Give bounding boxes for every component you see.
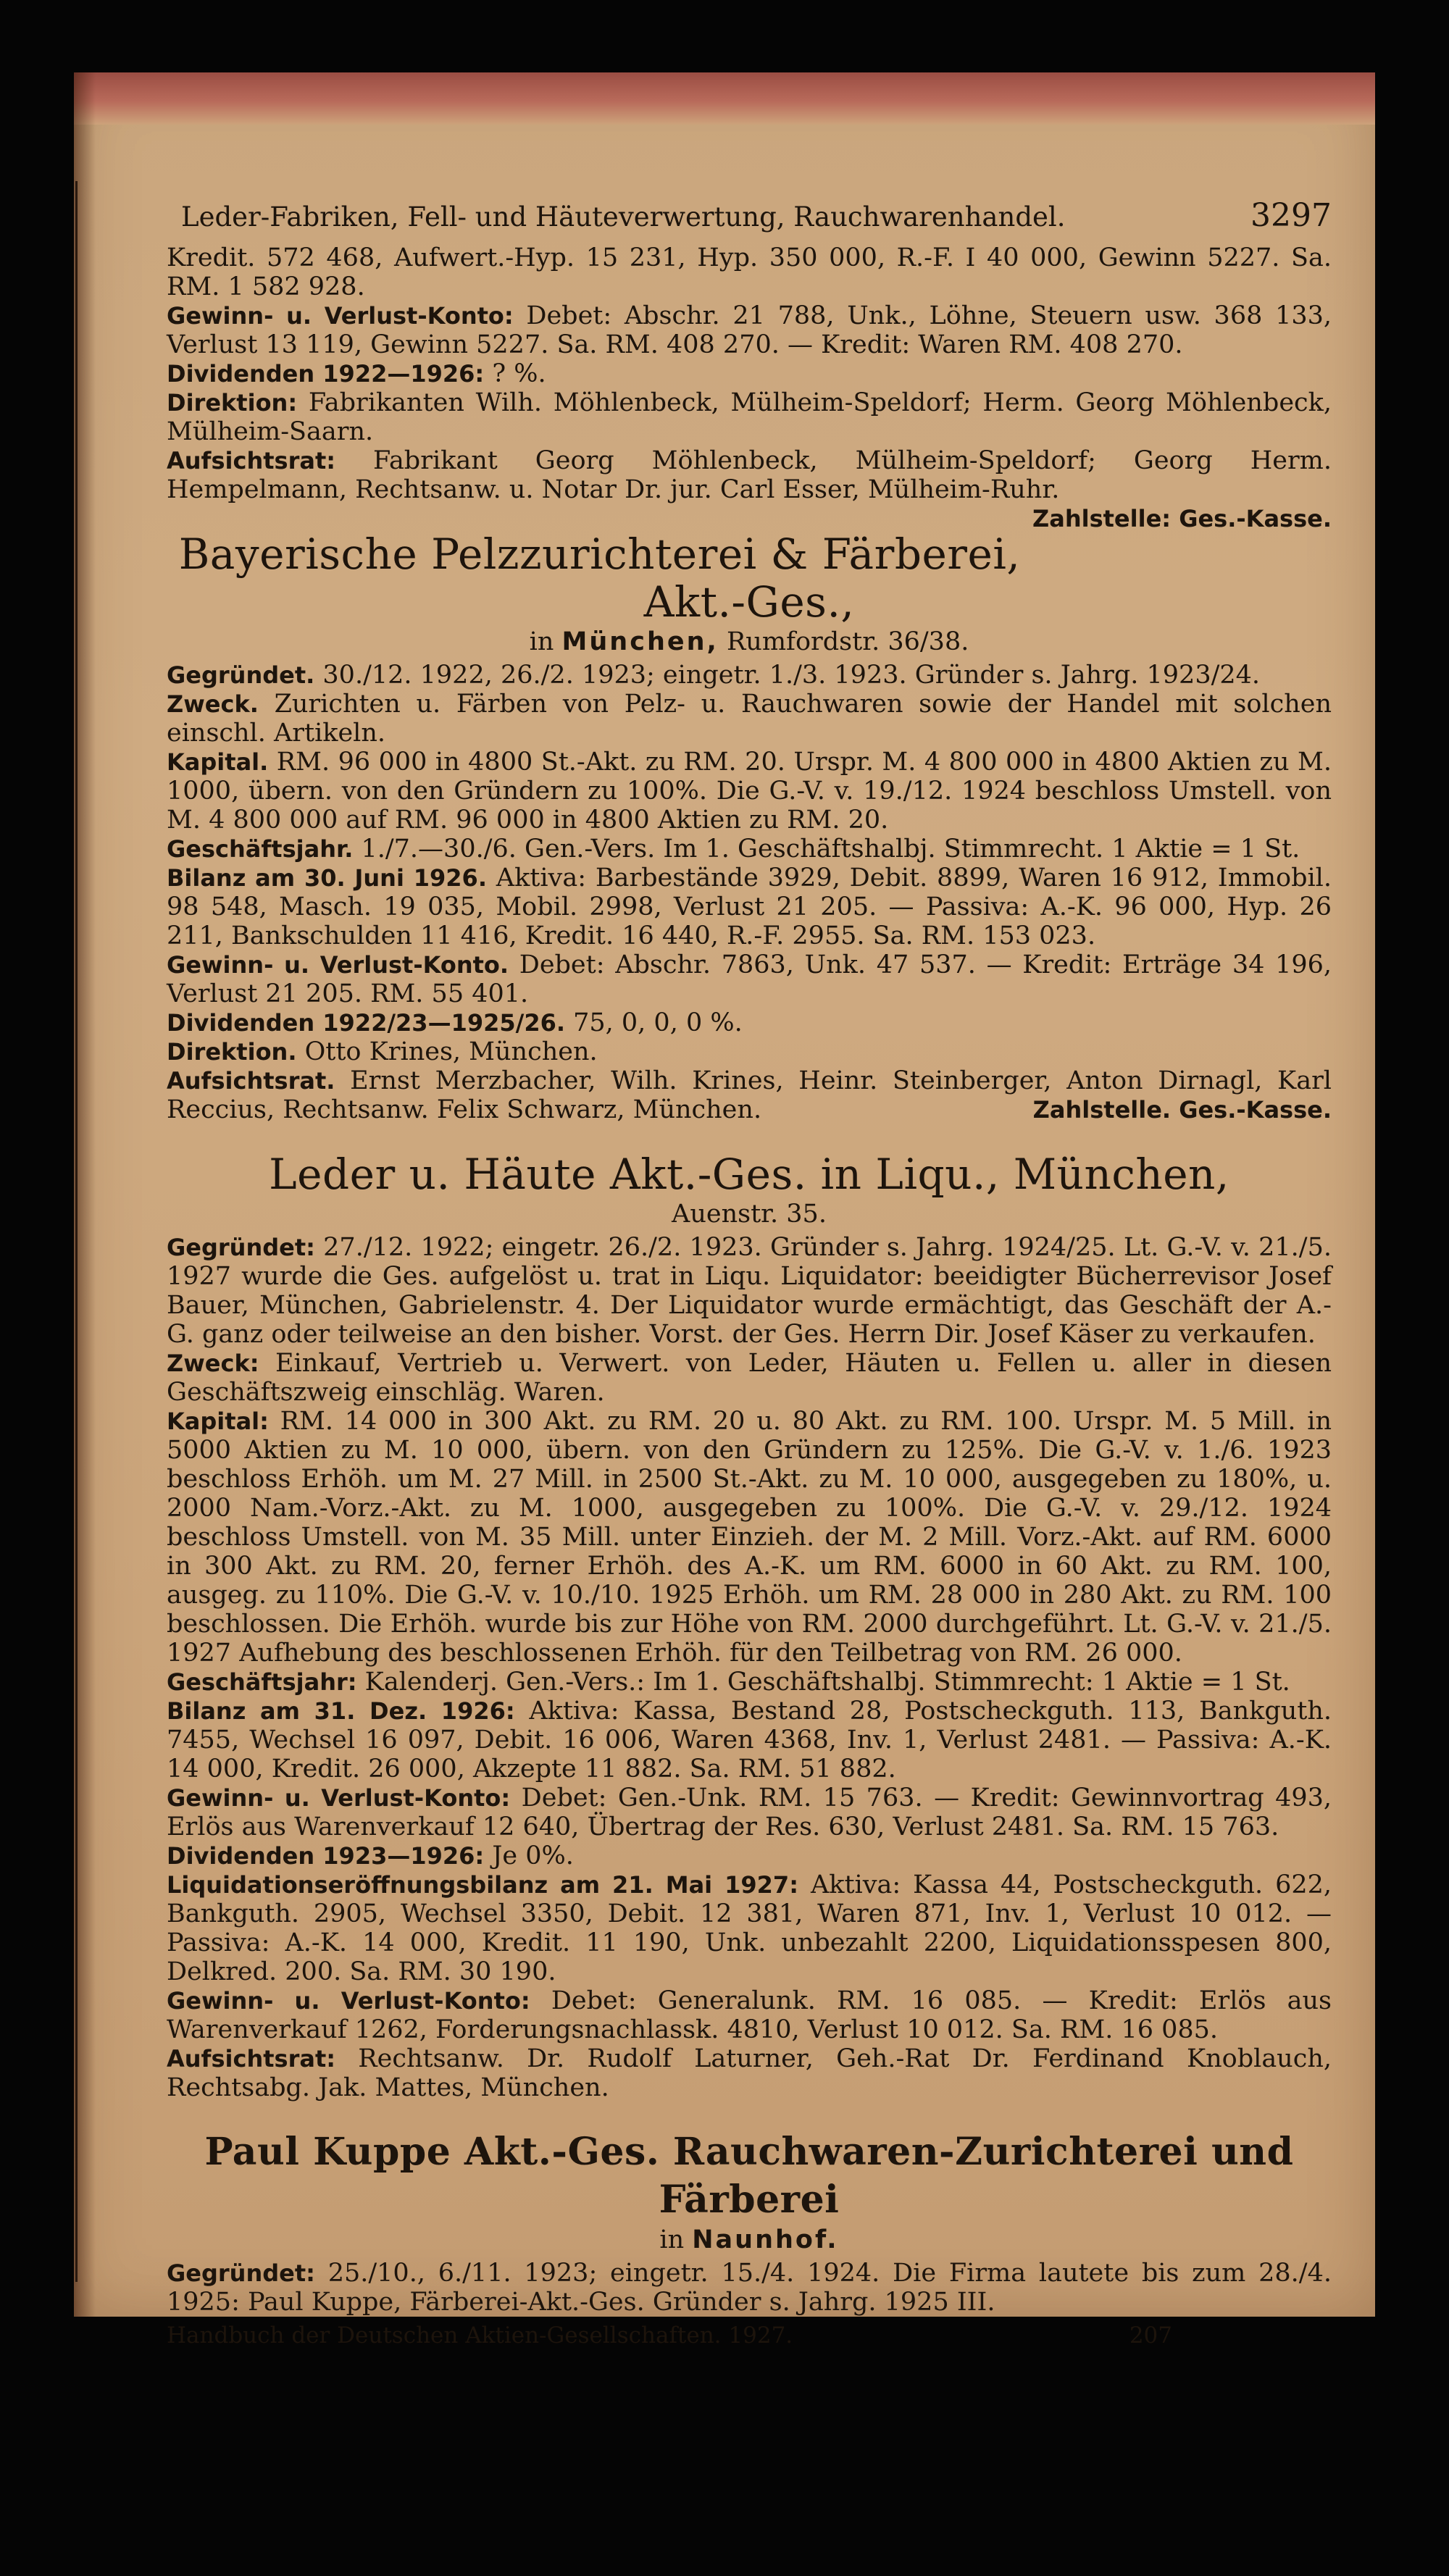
founded-text: 27./12. 1922; eingetr. 26./2. 1923. Gründer s. Jahrg. 1924/25. Lt. G.-V. v. 21./5. 1927 wurde die Ges. aufgelöst u. trat in Liqu. Liquidator: beeidigter Bücherrevisor Josef Bauer, München, Gabrielenstr. 4. Der Liquidator wurde ermächtigt, das Geschäft der A.-G. ganz oder teilweise an den bisher. Vorst. der Ges. Herrn Dir. Josef Käser zu verkaufen. [167,1233,1332,1349]
supervisory-board-text: Ernst Merzbacher, Wilh. Krines, Heinr. Steinberger, Anton Dirnagl, Karl Reccius, Rechtsanw. Felix Schwarz, München. [167,1066,1332,1124]
fiscal-year-label: Geschäftsjahr. [167,835,354,863]
profit-loss-paragraph [167,301,1332,359]
company-address [167,2225,1332,2254]
dividends-text: ? %. [484,359,546,388]
balance-paragraph [167,863,1332,950]
fiscal-year-text: 1./7.—30./6. Gen.-Vers. Im 1. Geschäftshalbj. Stimmrecht. 1 Aktie = 1 St. [353,835,1300,863]
direction-paragraph [167,388,1332,446]
profit-loss-text: Debet: Generalunk. RM. 16 085. — Kredit: Erlös aus Warenverkauf 1262, Forderungsnachlassk. 4810, Verlust 10 012. Sa. RM. 16 085. [167,1986,1332,2044]
paying-agent: Zahlstelle: Ges.-Kasse. [1032,505,1332,532]
profit-loss-paragraph [167,950,1332,1008]
balance-paragraph [167,1697,1332,1783]
profit-loss-paragraph-2 [167,1986,1332,2044]
supervisory-board-text: Fabrikant Georg Möhlenbeck, Mülheim-Speldorf; Georg Herm. Hempelmann, Rechtsanw. u. Notar Dr. jur. Carl Esser, Mülheim-Ruhr. [167,446,1332,504]
running-title: Leder-Fabriken, Fell- und Häuteverwertung, Rauchwarenhandel. [181,201,1066,233]
purpose-label: Zweck: [167,1350,259,1377]
entry-bayerische-pelzzurichterei [167,530,1332,1124]
purpose-paragraph [167,690,1332,748]
footer-publication: Handbuch der Deutschen Aktien-Gesellschaften. 1927. [167,2322,793,2349]
founded-paragraph [167,2259,1332,2317]
purpose-label: Zweck. [167,690,259,718]
capital-text: RM. 14 000 in 300 Akt. zu RM. 20 u. 80 Akt. zu RM. 100. Urspr. M. 5 Mill. in 5000 Aktien zu M. 10 000, übern. von den Gründern zu 125%. Die G.-V. v. 1./6. 1923 beschloss Erhöh. um M. 27 Mill. in 2500 St.-Akt. zu M. 10 000, ausgegeben zu 180%, u. 2000 Nam.-Vorz.-Akt. zu M. 1000, ausgegeben zu 100%. Die G.-V. v. 29./12. 1924 beschloss Umstell. von M. 35 Mill. unter Einzieh. der M. 2 Mill. Vorz.-Akt. auf RM. 6000 in 300 Akt. zu RM. 20, ferner Erhöh. des A.-K. um RM. 6000 in 60 Akt. zu RM. 100, ausgeg. zu 110%. Die G.-V. v. 10./10. 1925 Erhöh. um RM. 28 000 in 280 Akt. zu RM. 100 beschlossen. Die Erhöh. wurde bis zur Höhe von RM. 2000 durchgeführt. Lt. G.-V. v. 21./5. 1927 Aufhebung des beschlossenen Erhöh. für den Teilbetrag von RM. 26 000. [167,1407,1332,1668]
supervisory-board-label: Aufsichtsrat: [167,447,336,474]
supervisory-board-label: Aufsichtsrat: [167,2045,336,2073]
direction-text: Otto Krines, München. [296,1037,598,1066]
supervisory-board-paragraph [167,446,1332,532]
founded-label: Gegründet: [167,1234,315,1261]
founded-text: 25./10., 6./11. 1923; eingetr. 15./4. 1924. Die Firma lautete bis zum 28./4. 1925: Paul Kuppe, Färberei-Akt.-Ges. Gründer s. Jahrg. 1925 III. [167,2259,1332,2317]
book-page [74,72,1375,2349]
page-content [167,197,1332,2350]
capital-text: RM. 96 000 in 4800 St.-Akt. zu RM. 20. Urspr. M. 4 800 000 in 4800 Aktien zu M. 1000, übern. von den Gründern zu 100%. Die G.-V. v. 19./12. 1924 beschloss Umstell. von M. 4 800 000 auf RM. 96 000 in 4800 Aktien zu RM. 20. [167,748,1332,835]
page-top-edge [74,72,1375,125]
fiscal-year-paragraph [167,835,1332,863]
balance-continuation: Kredit. 572 468, Aufwert.-Hyp. 15 231, Hyp. 350 000, R.-F. I 40 000, Gewinn 5227. Sa. RM. 1 582 928. [167,243,1332,301]
liquidation-balance-label: Liquidationseröffnungsbilanz am 21. Mai 1927: [167,1871,798,1899]
binding-line [75,181,78,2282]
entry-leder-haeute [167,1150,1332,2102]
entry-continuation [167,243,1332,532]
purpose-paragraph [167,1349,1332,1407]
profit-loss-text: Debet: Abschr. 7863, Unk. 47 537. — Kredit: Erträge 34 196, Verlust 21 205. RM. 55 401. [167,950,1332,1008]
company-city: München, [561,627,719,656]
direction-label: Direktion: [167,389,298,417]
fiscal-year-paragraph [167,1668,1332,1697]
company-address: Auenstr. 35. [672,1200,827,1229]
purpose-text: Zurichten u. Färben von Pelz- u. Rauchwaren sowie der Handel mit solchen einschl. Artikeln. [167,690,1332,748]
balance-label: Bilanz am 30. Juni 1926. [167,864,487,892]
supervisory-board-paragraph [167,1066,1332,1124]
dividends-paragraph [167,1841,1332,1870]
profit-loss-label: Gewinn- u. Verlust-Konto: [167,302,514,330]
company-title: Bayerische Pelzzurichterei & Färberei, Akt.-Ges., [178,530,1021,627]
page-footer [167,2321,1332,2350]
supervisory-board-paragraph [167,2044,1332,2102]
dividends-paragraph [167,359,1332,388]
founded-label: Gegründet. [167,661,315,689]
fiscal-year-text: Kalenderj. Gen.-Vers.: Im 1. Geschäftshalbj. Stimmrecht: 1 Aktie = 1 St. [356,1668,1290,1697]
company-title: Leder u. Häute Akt.-Ges. in Liqu., München, [269,1150,1229,1199]
capital-paragraph [167,748,1332,835]
balance-label: Bilanz am 31. Dez. 1926: [167,1697,515,1725]
supervisory-board-text: Rechtsanw. Dr. Rudolf Laturner, Geh.-Rat Dr. Ferdinand Knoblauch, Rechtsabg. Jak. Mattes, München. [167,2044,1332,2102]
profit-loss-text: Debet: Gen.-Unk. RM. 15 763. — Kredit: Gewinnvortrag 493, Erlös aus Warenverkauf 12 640, Übertrag der Res. 630, Verlust 2481. Sa. RM. 15 763. [167,1783,1332,1841]
direction-label: Direktion. [167,1038,297,1066]
direction-text: Fabrikanten Wilh. Möhlenbeck, Mülheim-Speldorf; Herm. Georg Möhlenbeck, Mülheim-Saarn. [167,388,1332,446]
paying-agent: Zahlstelle. Ges.-Kasse. [1032,1096,1332,1124]
footer-signature: 207 [1129,2322,1172,2349]
address-prefix: in [529,627,562,656]
dividends-text: 75, 0, 0, 0 %. [565,1008,743,1037]
dividends-label: Dividenden 1922/23—1925/26. [167,1009,565,1037]
dividends-label: Dividenden 1923—1926: [167,1842,485,1870]
capital-label: Kapital: [167,1408,269,1435]
profit-loss-text: Debet: Abschr. 21 788, Unk., Löhne, Steuern usw. 368 133, Verlust 13 119, Gewinn 5227. Sa. RM. 408 270. — Kredit: Waren RM. 408 270. [167,301,1332,359]
profit-loss-paragraph [167,1783,1332,1841]
company-city: Naunhof. [692,2225,839,2254]
supervisory-board-label: Aufsichtsrat. [167,1067,335,1095]
direction-paragraph [167,1037,1332,1066]
running-header [167,197,1332,234]
capital-paragraph [167,1407,1332,1668]
page-number: 3297 [1250,197,1332,234]
founded-label: Gegründet: [167,2259,315,2287]
dividends-label: Dividenden 1922—1926: [167,360,485,388]
purpose-text: Einkauf, Vertrieb u. Verwert. von Leder, Häuten u. Fellen u. aller in diesen Geschäftszweig einschläg. Waren. [167,1349,1332,1407]
entry-paul-kuppe [167,2128,1332,2317]
capital-label: Kapital. [167,748,269,776]
address-street: Rumfordstr. 36/38. [718,627,969,656]
dividends-paragraph [167,1008,1332,1037]
company-address [167,627,1332,656]
founded-paragraph [167,661,1332,690]
profit-loss-label: Gewinn- u. Verlust-Konto: [167,1987,530,2015]
dividends-text: Je 0%. [484,1841,574,1870]
founded-text: 30./12. 1922, 26./2. 1923; eingetr. 1./3. 1923. Gründer s. Jahrg. 1923/24. [314,661,1261,690]
company-title: Paul Kuppe Akt.-Ges. Rauchwaren-Zurichterei und Färberei [204,2130,1294,2222]
balance-text: Aktiva: Barbestände 3929, Debit. 8899, Waren 16 912, Immobil. 98 548, Masch. 19 035, Mobil. 2998, Verlust 21 205. — Passiva: A.-K. 96 000, Hyp. 26 211, Bankschulden 11 416, Kredit. 16 440, R.-F. 2955. Sa. RM. 153 023. [167,863,1332,950]
liquidation-balance-paragraph [167,1870,1332,1986]
profit-loss-label: Gewinn- u. Verlust-Konto: [167,1784,511,1812]
liquidation-balance-text: Aktiva: Kassa 44, Postscheckguth. 622, Bankguth. 2905, Wechsel 3350, Debit. 12 381, Waren 871, Inv. 1, Verlust 10 012. — Passiva: A.-K. 14 000, Kredit. 11 190, Unk. unbezahlt 2200, Liquidationsspesen 800, Delkred. 200. Sa. RM. 30 190. [167,1870,1332,1986]
address-prefix: in [659,2225,693,2254]
balance-text: Aktiva: Kassa, Bestand 28, Postscheckguth. 113, Bankguth. 7455, Wechsel 16 097, Debit. 16 006, Waren 4368, Inv. 1, Verlust 2481. — Passiva: A.-K. 14 000, Kredit. 26 000, Akzepte 11 882. Sa. RM. 51 882. [167,1697,1332,1783]
fiscal-year-label: Geschäftsjahr: [167,1668,357,1696]
profit-loss-label: Gewinn- u. Verlust-Konto. [167,951,509,979]
founded-paragraph [167,1233,1332,1349]
